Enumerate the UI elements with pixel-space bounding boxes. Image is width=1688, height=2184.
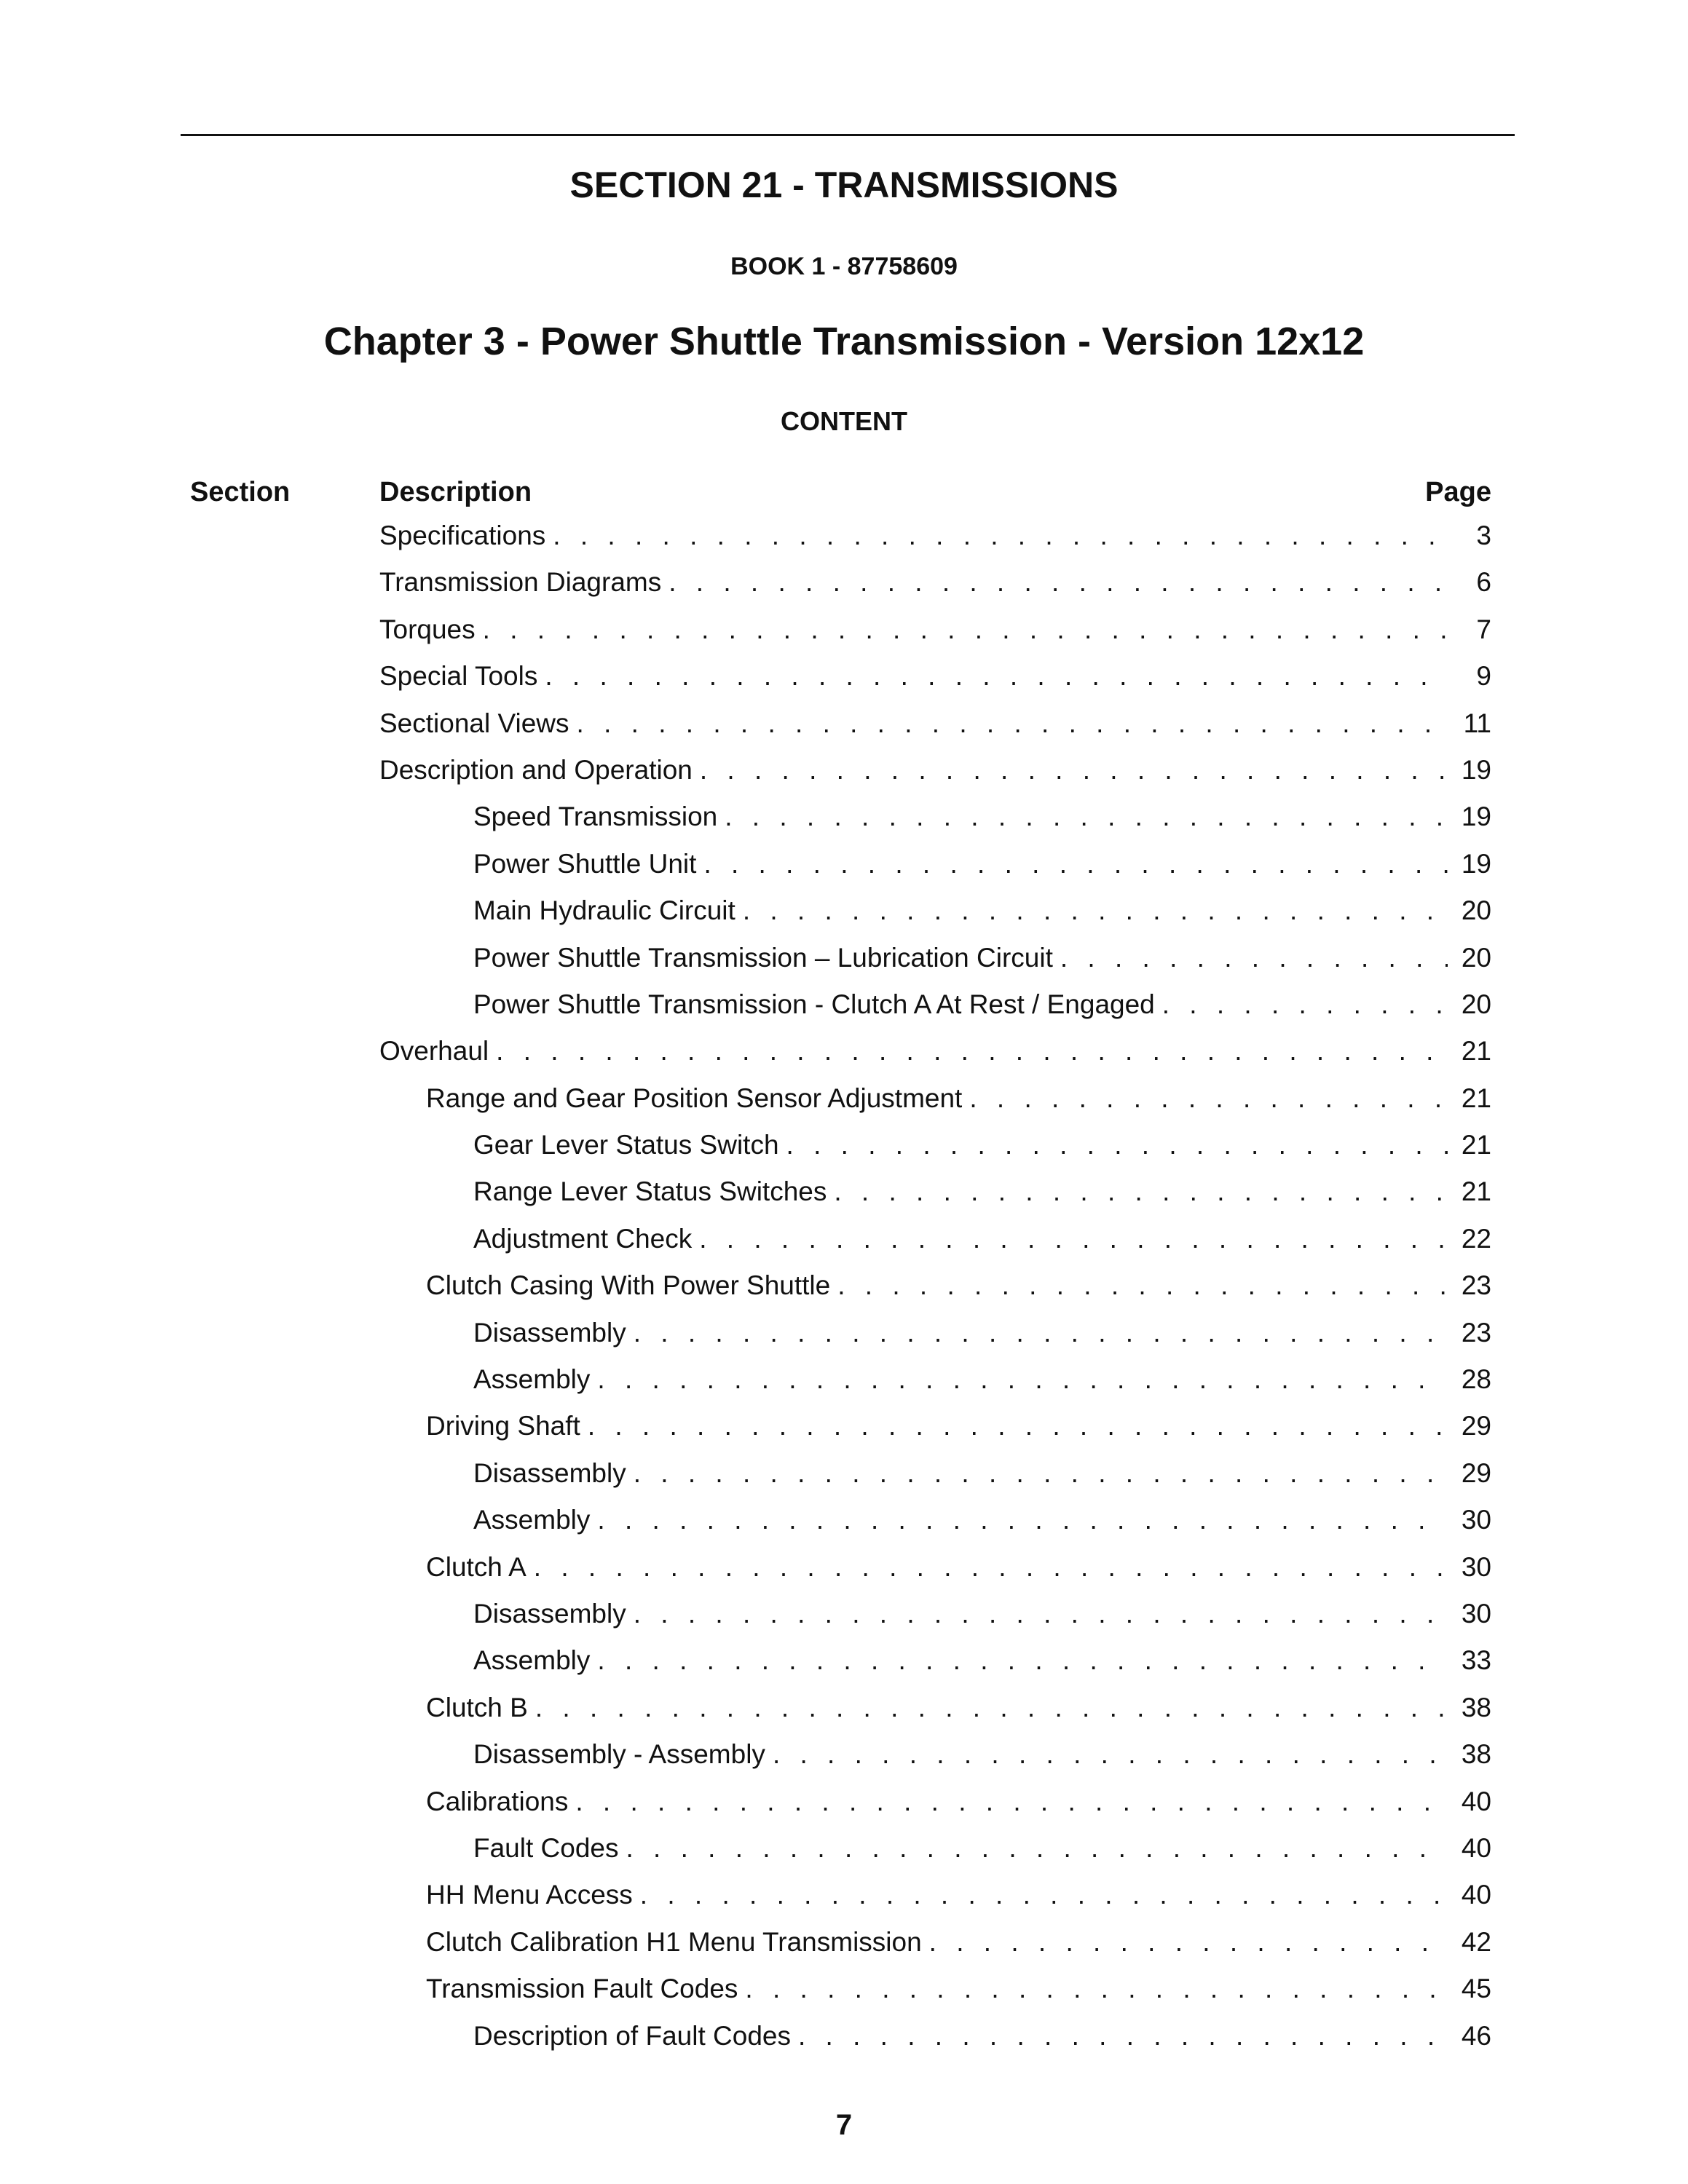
toc-entry [379, 1362, 1491, 1409]
toc-entry-page: 21 [1461, 1130, 1491, 1160]
toc-entry-page: 28 [1461, 1364, 1491, 1395]
dot-leader [834, 1174, 1448, 1209]
toc-entry-page: 11 [1463, 708, 1491, 738]
toc-entry [379, 1925, 1491, 1971]
toc-entry-page: 33 [1461, 1645, 1491, 1676]
toc-entry-page: 40 [1461, 1880, 1491, 1910]
page-number: 7 [835, 2109, 853, 2141]
toc-entry [379, 1222, 1491, 1268]
dot-leader [534, 1550, 1448, 1585]
toc-entry [379, 1831, 1491, 1878]
dot-leader [545, 659, 1448, 694]
dot-leader [597, 1643, 1448, 1678]
toc-entry-title: Clutch A [426, 1551, 526, 1582]
toc-entry-page: 38 [1461, 1739, 1491, 1770]
toc-entry [379, 987, 1491, 1034]
toc-entry-title: Range and Gear Position Sensor Adjustment [426, 1083, 963, 1113]
column-header-section: Section [190, 477, 291, 507]
toc-entry [379, 565, 1491, 612]
toc-entry-page: 21 [1461, 1036, 1491, 1067]
dot-leader [483, 612, 1448, 647]
dot-leader [496, 1034, 1448, 1069]
toc-entry-title: Driving Shaft [426, 1411, 580, 1441]
toc-entry-title: Description and Operation [379, 754, 693, 785]
dot-leader [786, 1128, 1448, 1163]
toc-entry [379, 799, 1491, 846]
toc-entry-page: 38 [1461, 1692, 1491, 1722]
toc-entry-page: 19 [1461, 848, 1491, 879]
dot-leader [634, 1456, 1448, 1491]
toc-entry [379, 1409, 1491, 1455]
toc-entry [379, 893, 1491, 940]
toc-entry [379, 1878, 1491, 1924]
dot-leader [699, 1222, 1448, 1257]
toc-entry [379, 612, 1491, 659]
toc-entry [379, 706, 1491, 753]
toc-entry-page: 46 [1461, 2020, 1491, 2051]
dot-leader [743, 893, 1448, 928]
toc-entry-title: Main Hydraulic Circuit [473, 895, 735, 926]
toc-entry [379, 659, 1491, 705]
column-header-description: Description [379, 477, 532, 507]
toc-entry-page: 42 [1461, 1926, 1491, 1957]
toc-entry-title: Power Shuttle Transmission – Lubrication Circuit [473, 942, 1053, 973]
toc-entry-title: Range Lever Status Switches [473, 1176, 827, 1207]
toc-entry-page: 19 [1461, 754, 1491, 785]
toc-entry [379, 1034, 1491, 1080]
dot-leader [1162, 987, 1448, 1022]
toc-entry [379, 1550, 1491, 1597]
toc-entry [379, 941, 1491, 987]
toc-entry [379, 1737, 1491, 1784]
dot-leader [553, 518, 1448, 553]
dot-leader [798, 2019, 1448, 2054]
toc-entry [379, 1690, 1491, 1737]
toc-entry [379, 1268, 1491, 1315]
toc-entry-page: 30 [1461, 1551, 1491, 1582]
toc-entry [379, 753, 1491, 799]
toc-entry [379, 2019, 1491, 2065]
toc-entry [379, 1081, 1491, 1128]
dot-leader [597, 1503, 1448, 1538]
toc-entry-page: 30 [1461, 1598, 1491, 1629]
toc-entry-page: 9 [1476, 661, 1491, 692]
toc-entry-title: Sectional Views [379, 708, 569, 738]
toc-entry [379, 1174, 1491, 1221]
dot-leader [1060, 941, 1448, 976]
toc-entry-title: Power Shuttle Transmission - Clutch A At Rest / Engaged [473, 989, 1155, 1019]
toc-entry-page: 21 [1461, 1176, 1491, 1207]
dot-leader [535, 1690, 1448, 1725]
toc-entry-page: 20 [1461, 895, 1491, 926]
toc-entry-title: Overhaul [379, 1036, 489, 1067]
toc-entry-title: Speed Transmission [473, 802, 718, 832]
toc-entry-page: 20 [1461, 942, 1491, 973]
toc-entry-title: Description of Fault Codes [473, 2020, 791, 2051]
toc-entry-page: 40 [1461, 1786, 1491, 1816]
dot-leader [577, 706, 1448, 741]
toc-entry-title: Specifications [379, 521, 546, 550]
top-rule [181, 134, 1515, 136]
toc-entry [379, 1456, 1491, 1503]
toc-entry-title: Transmission Fault Codes [426, 1974, 738, 2004]
toc-entry-page: 19 [1461, 802, 1491, 832]
toc-entry [379, 1315, 1491, 1362]
toc-entry-page: 29 [1461, 1457, 1491, 1488]
toc-entry-page: 21 [1461, 1083, 1491, 1113]
toc-entry-title: HH Menu Access [426, 1880, 633, 1910]
toc-entry-page: 22 [1461, 1223, 1491, 1254]
chapter-title: Chapter 3 - Power Shuttle Transmission - Version 12x12 [323, 320, 1365, 363]
toc-entry-page: 30 [1461, 1505, 1491, 1535]
toc-entry-title: Assembly [473, 1645, 591, 1676]
book-number: BOOK 1 - 87758609 [730, 253, 958, 280]
dot-leader [703, 847, 1448, 882]
dot-leader [588, 1409, 1448, 1444]
toc-entry-title: Adjustment Check [473, 1223, 693, 1254]
toc-entry-page: 7 [1476, 614, 1491, 644]
toc-entry-title: Disassembly [473, 1457, 626, 1488]
toc-entry-title: Disassembly - Assembly [473, 1739, 765, 1770]
section-title: SECTION 21 - TRANSMISSIONS [569, 165, 1119, 205]
dot-leader [640, 1878, 1448, 1912]
toc-entry-title: Clutch Calibration H1 Menu Transmission [426, 1926, 922, 1957]
toc-entry-page: 45 [1461, 1974, 1491, 2004]
toc-entry [379, 1503, 1491, 1549]
toc-entry-title: Fault Codes [473, 1832, 619, 1863]
dot-leader [837, 1268, 1448, 1303]
dot-leader [725, 799, 1448, 834]
dot-leader [669, 565, 1448, 600]
dot-leader [626, 1831, 1448, 1866]
toc-entry-title: Transmission Diagrams [379, 567, 662, 598]
dot-leader [700, 753, 1448, 788]
toc-entry [379, 1643, 1491, 1690]
toc-entry-page: 23 [1461, 1270, 1491, 1301]
toc-entry [379, 1784, 1491, 1831]
toc-entry-title: Clutch B [426, 1692, 528, 1722]
toc-entry [379, 1971, 1491, 2018]
dot-leader [634, 1315, 1448, 1350]
table-of-contents [379, 518, 1491, 2065]
toc-entry-page: 6 [1476, 567, 1491, 598]
toc-entry-title: Disassembly [473, 1317, 626, 1348]
toc-entry-page: 23 [1461, 1317, 1491, 1348]
toc-entry-title: Assembly [473, 1505, 591, 1535]
toc-entry-title: Torques [379, 614, 476, 644]
dot-leader [597, 1362, 1448, 1397]
dot-leader [969, 1081, 1448, 1116]
dot-leader [773, 1737, 1448, 1772]
toc-entry-title: Clutch Casing With Power Shuttle [426, 1270, 831, 1301]
toc-entry-page: 40 [1461, 1832, 1491, 1863]
toc-entry-title: Special Tools [379, 661, 538, 692]
content-label: CONTENT [781, 406, 907, 436]
toc-entry [379, 1128, 1491, 1174]
toc-entry-title: Disassembly [473, 1598, 626, 1629]
toc-entry-page: 3 [1476, 521, 1491, 550]
toc-entry-title: Assembly [473, 1364, 591, 1395]
toc-entry [379, 847, 1491, 893]
column-header-page: Page [1425, 477, 1491, 507]
toc-entry-title: Gear Lever Status Switch [473, 1130, 779, 1160]
toc-entry-page: 20 [1461, 989, 1491, 1019]
toc-entry-page: 29 [1461, 1411, 1491, 1441]
toc-entry [379, 1597, 1491, 1643]
dot-leader [634, 1597, 1448, 1631]
dot-leader [575, 1784, 1448, 1819]
toc-entry-title: Power Shuttle Unit [473, 848, 697, 879]
dot-leader [745, 1971, 1448, 2006]
toc-entry [379, 518, 1491, 565]
toc-entry-title: Calibrations [426, 1786, 569, 1816]
dot-leader [929, 1925, 1448, 1960]
